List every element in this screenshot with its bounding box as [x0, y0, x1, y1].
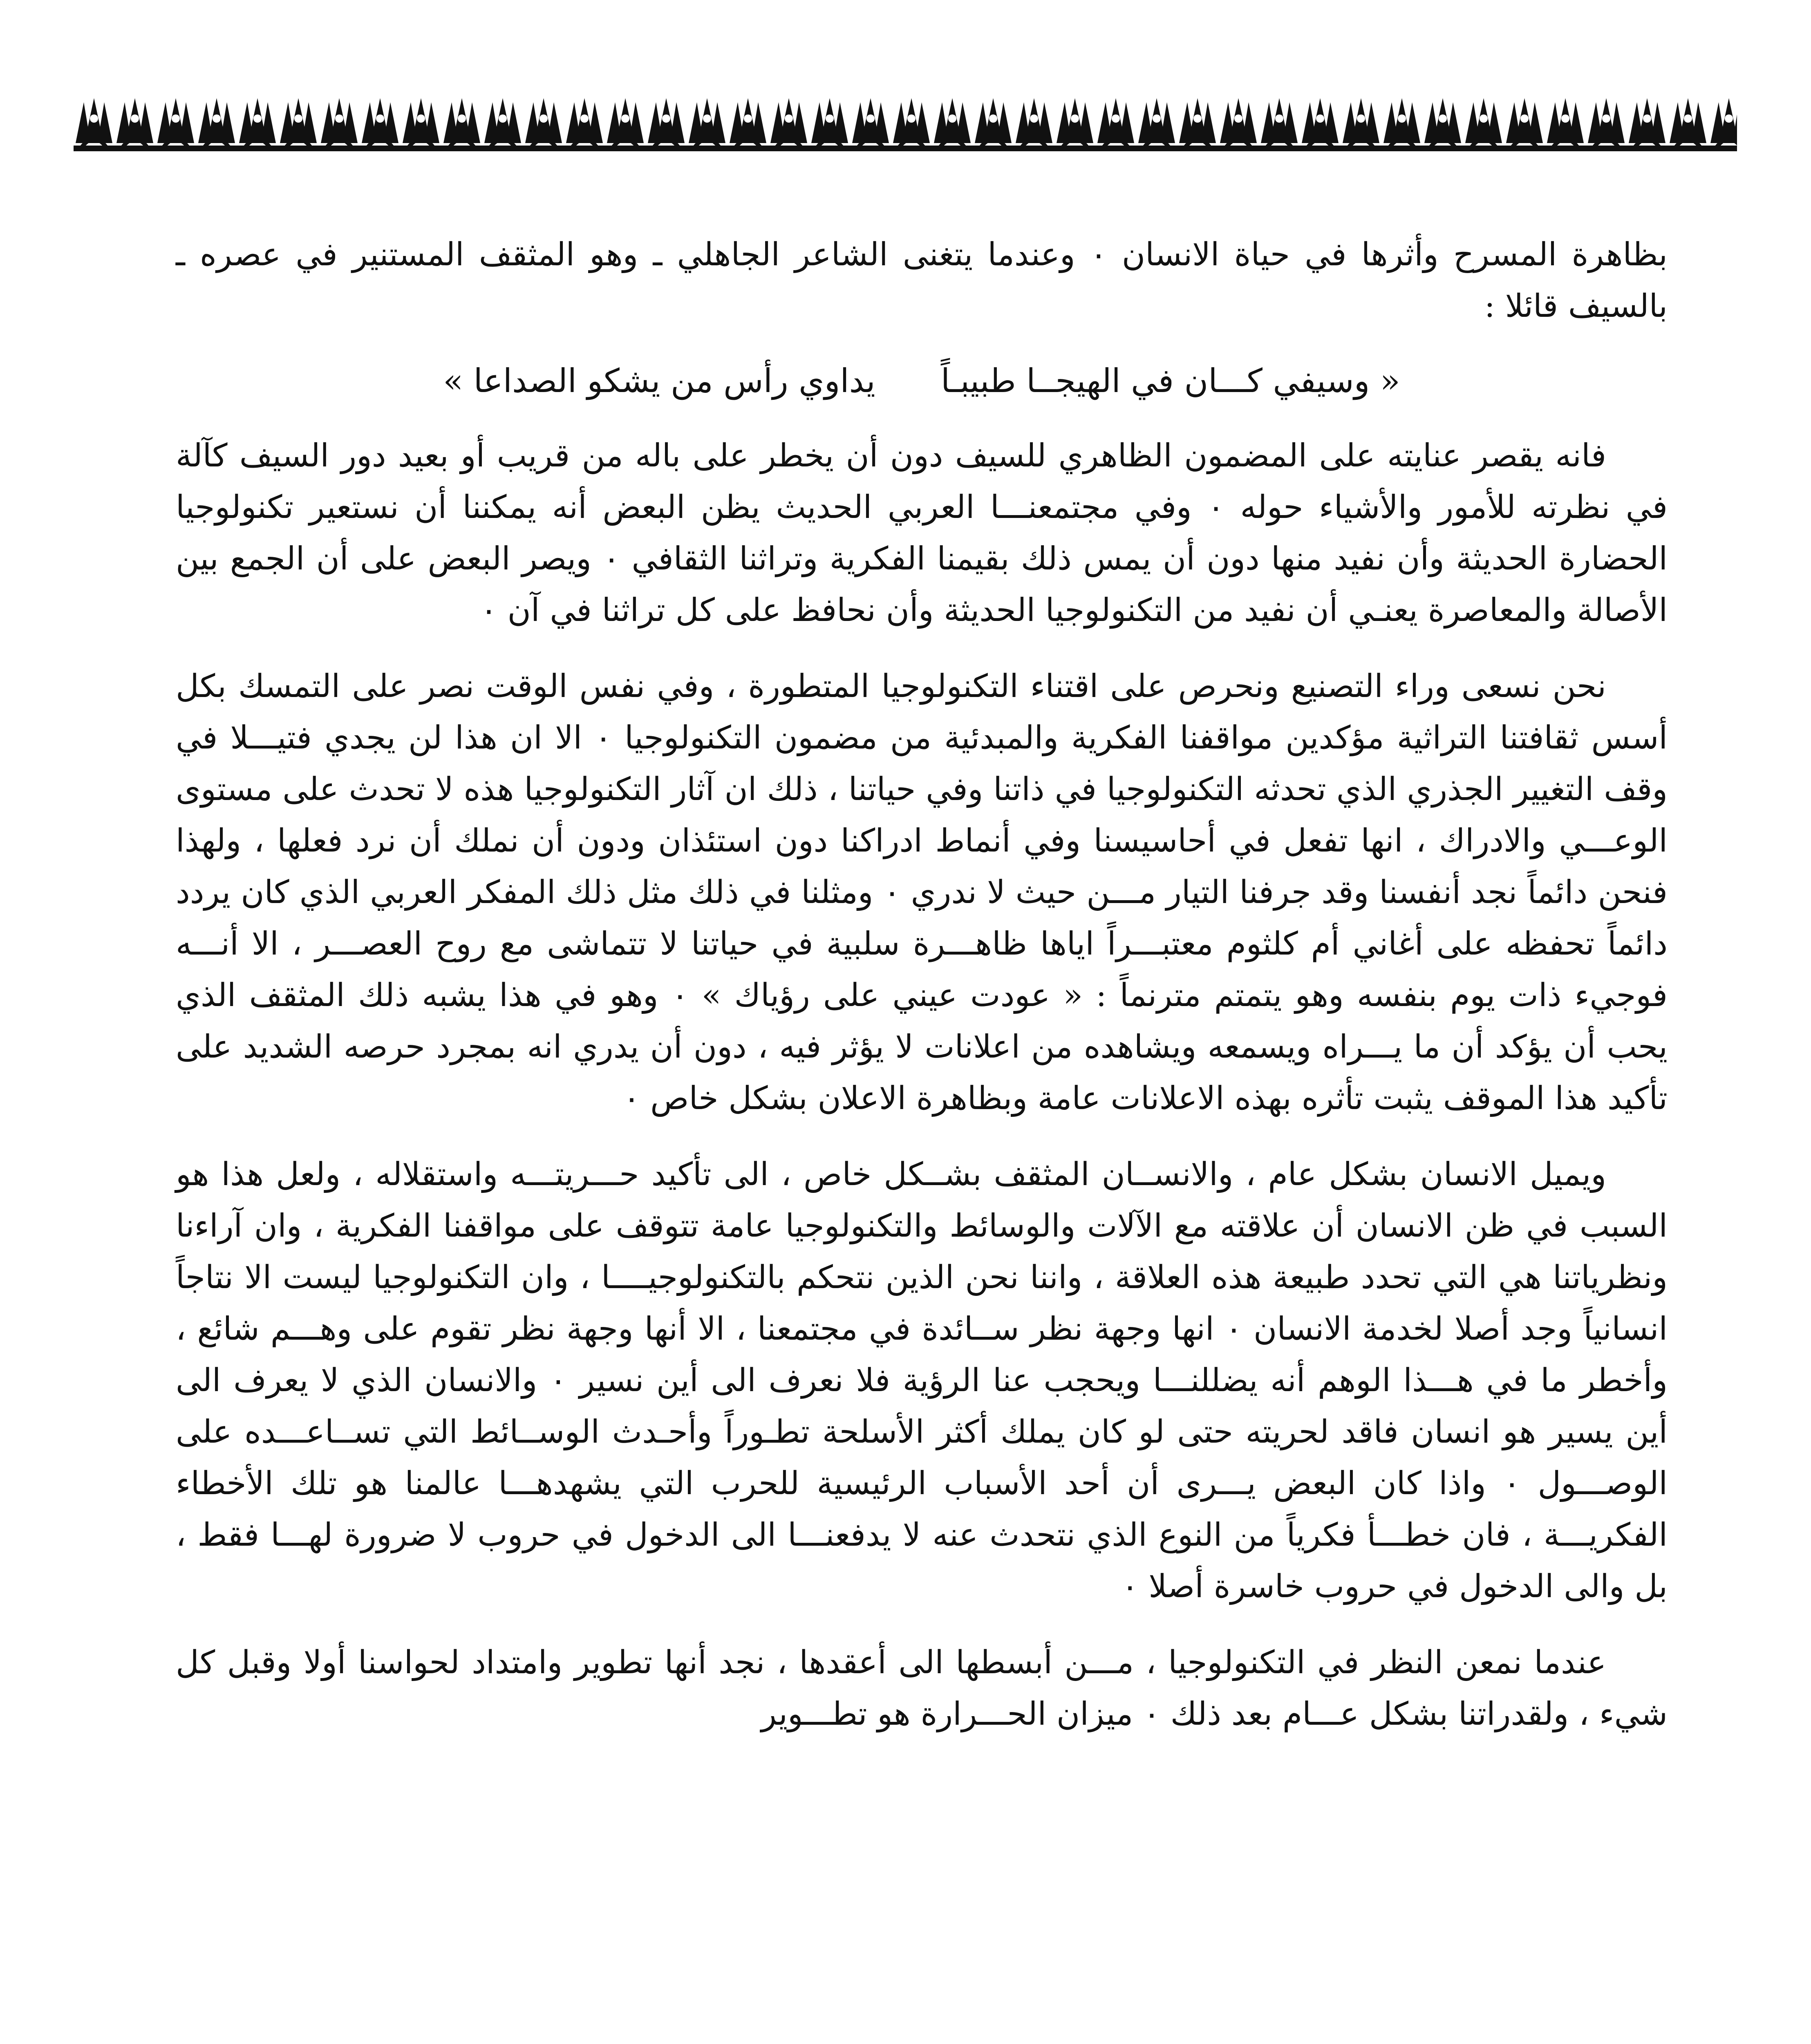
paragraph: فانه يقصر عنايته على المضمون الظاهري للسيف دون أن يخطر على باله من قريب أو بعيد دور السيف كآلة في نظرته للأمور والأشياء حوله ٠ وفي مجتمعنـــا العربي الحديث يظن البعض أنه يمكننا أن نستعير تكنولوجيا الحضارة الحديثة وأن نفيد منها دون أن يمس ذلك بقيمنا الفكرية وتراثنا الثقافي ٠ ويصر البعض على أن الجمع بين الأصالة والمعاصرة يعنـي أن نفيد من التكنولوجيا الحديثة وأن نحافظ على كل تراثنا في آن ٠ [176, 437, 1668, 629]
page-body [176, 229, 1668, 1764]
paragraph: ويميل الانسان بشكل عام ، والانســان المثقف بشــكل خاص ، الى تأكيد حـــريتـــه واستقلاله ، ولعل هذا هو السبب في ظن الانسان أن علاقته مع الآلات والوسائط والتكنولوجيا عامة تتوقف على مواقفنا الفكرية ، وان آراءنا ونظرياتنا هي التي تحدد طبيعة هذه العلاقة ، واننا نحن الذين نتحكم بالتكنولوجيــــا ، وان التكنولوجيا ليست الا نتاجاً انسانياً وجد أصلا لخدمة الانسان ٠ انها وجهة نظر ســائدة في مجتمعنا ، الا أنها وجهة نظر تقوم على وهـــم شائع ، وأخطر ما في هـــذا الوهم أنه يضللنـــا ويحجب عنا الرؤية فلا نعرف الى أين نسير ٠ والانسان الذي لا يعرف الى أين يسير هو انسان فاقد لحريته حتى لو كان يملك أكثر الأسلحة تطـوراً وأحـدث الوســائط التي تســاعـــده على الوصـــول ٠ واذا كان البعض يـــرى أن أحد الأسباب الرئيسية للحرب التي يشهدهـــا عالمنا هو تلك الأخطاء الفكريـــة ، فان خطـــأ فكرياً من النوع الذي نتحدث عنه لا يدفعنـــا الى الدخول في حروب لا ضرورة لهـــا فقط ، بل والى الدخول في حروب خاسرة أصلا ٠ [176, 1156, 1668, 1605]
poem-verse [176, 356, 1668, 406]
verse-first-hemistich: « وسيفي كـــان في الهيجــا طبيبـاً [940, 362, 1400, 400]
paragraph: عندما نمعن النظر في التكنولوجيا ، مـــن أبسطها الى أعقدها ، نجد أنها تطوير وامتداد لحواسنا أولا وقبل كل شيء ، ولقدراتنا بشكل عـــام بعد ذلك ٠ ميزان الحـــرارة هو تطـــوير [176, 1644, 1668, 1732]
verse-second-hemistich: يداوي رأس من يشكو الصداعا » [443, 362, 875, 400]
paragraph: نحن نسعى وراء التصنيع ونحرص على اقتناء التكنولوجيا المتطورة ، وفي نفس الوقت نصر على التمسك بكل أسس ثقافتنا التراثية مؤكدين مواقفنا الفكرية والمبدئية من مضمون التكنولوجيا ٠ الا ان هذا لن يجدي فتيـــلا في وقف التغيير الجذري الذي تحدثه التكنولوجيا في ذاتنا وفي حياتنا ، ذلك ان آثار التكنولوجيا هذه لا تحدث على مستوى الوعـــي والادراك ، انها تفعل في أحاسيسنا وفي أنماط ادراكنا دون استئذان ودون أن نملك أن نرد فعلها ، ولهذا فنحن دائماً نجد أنفسنا وقد جرفنا التيار مـــن حيث لا ندري ٠ ومثلنا في ذلك مثل ذلك المفكر العربي الذي كان يردد دائماً تحفظه على أغاني أم كلثوم معتبـــراً اياها ظاهـــرة سلبية في حياتنا لا تتماشى مع روح العصـــر ، الا أنـــه فوجيء ذات يوم بنفسه وهو يتمتم مترنماً : « عودت عيني على رؤياك » ٠ وهو في هذا يشبه ذلك المثقف الذي يحب أن يؤكد أن ما يـــراه ويسمعه ويشاهده من اعلانات لا يؤثر فيه ، دون أن يدري انه بمجرد حرصه الشديد على تأكيد هذا الموقف يثبت تأثره بهذه الاعلانات عامة وبظاهرة الاعلان بشكل خاص ٠ [176, 668, 1668, 1117]
lead-paragraph: بظاهرة المسرح وأثرها في حياة الانسان ٠ وعندما يتغنى الشاعر الجاهلي ـ وهو المثقف المستنير في عصره ـ بالسيف قائلا : [176, 236, 1668, 325]
decorative-border-icon [74, 94, 1737, 151]
